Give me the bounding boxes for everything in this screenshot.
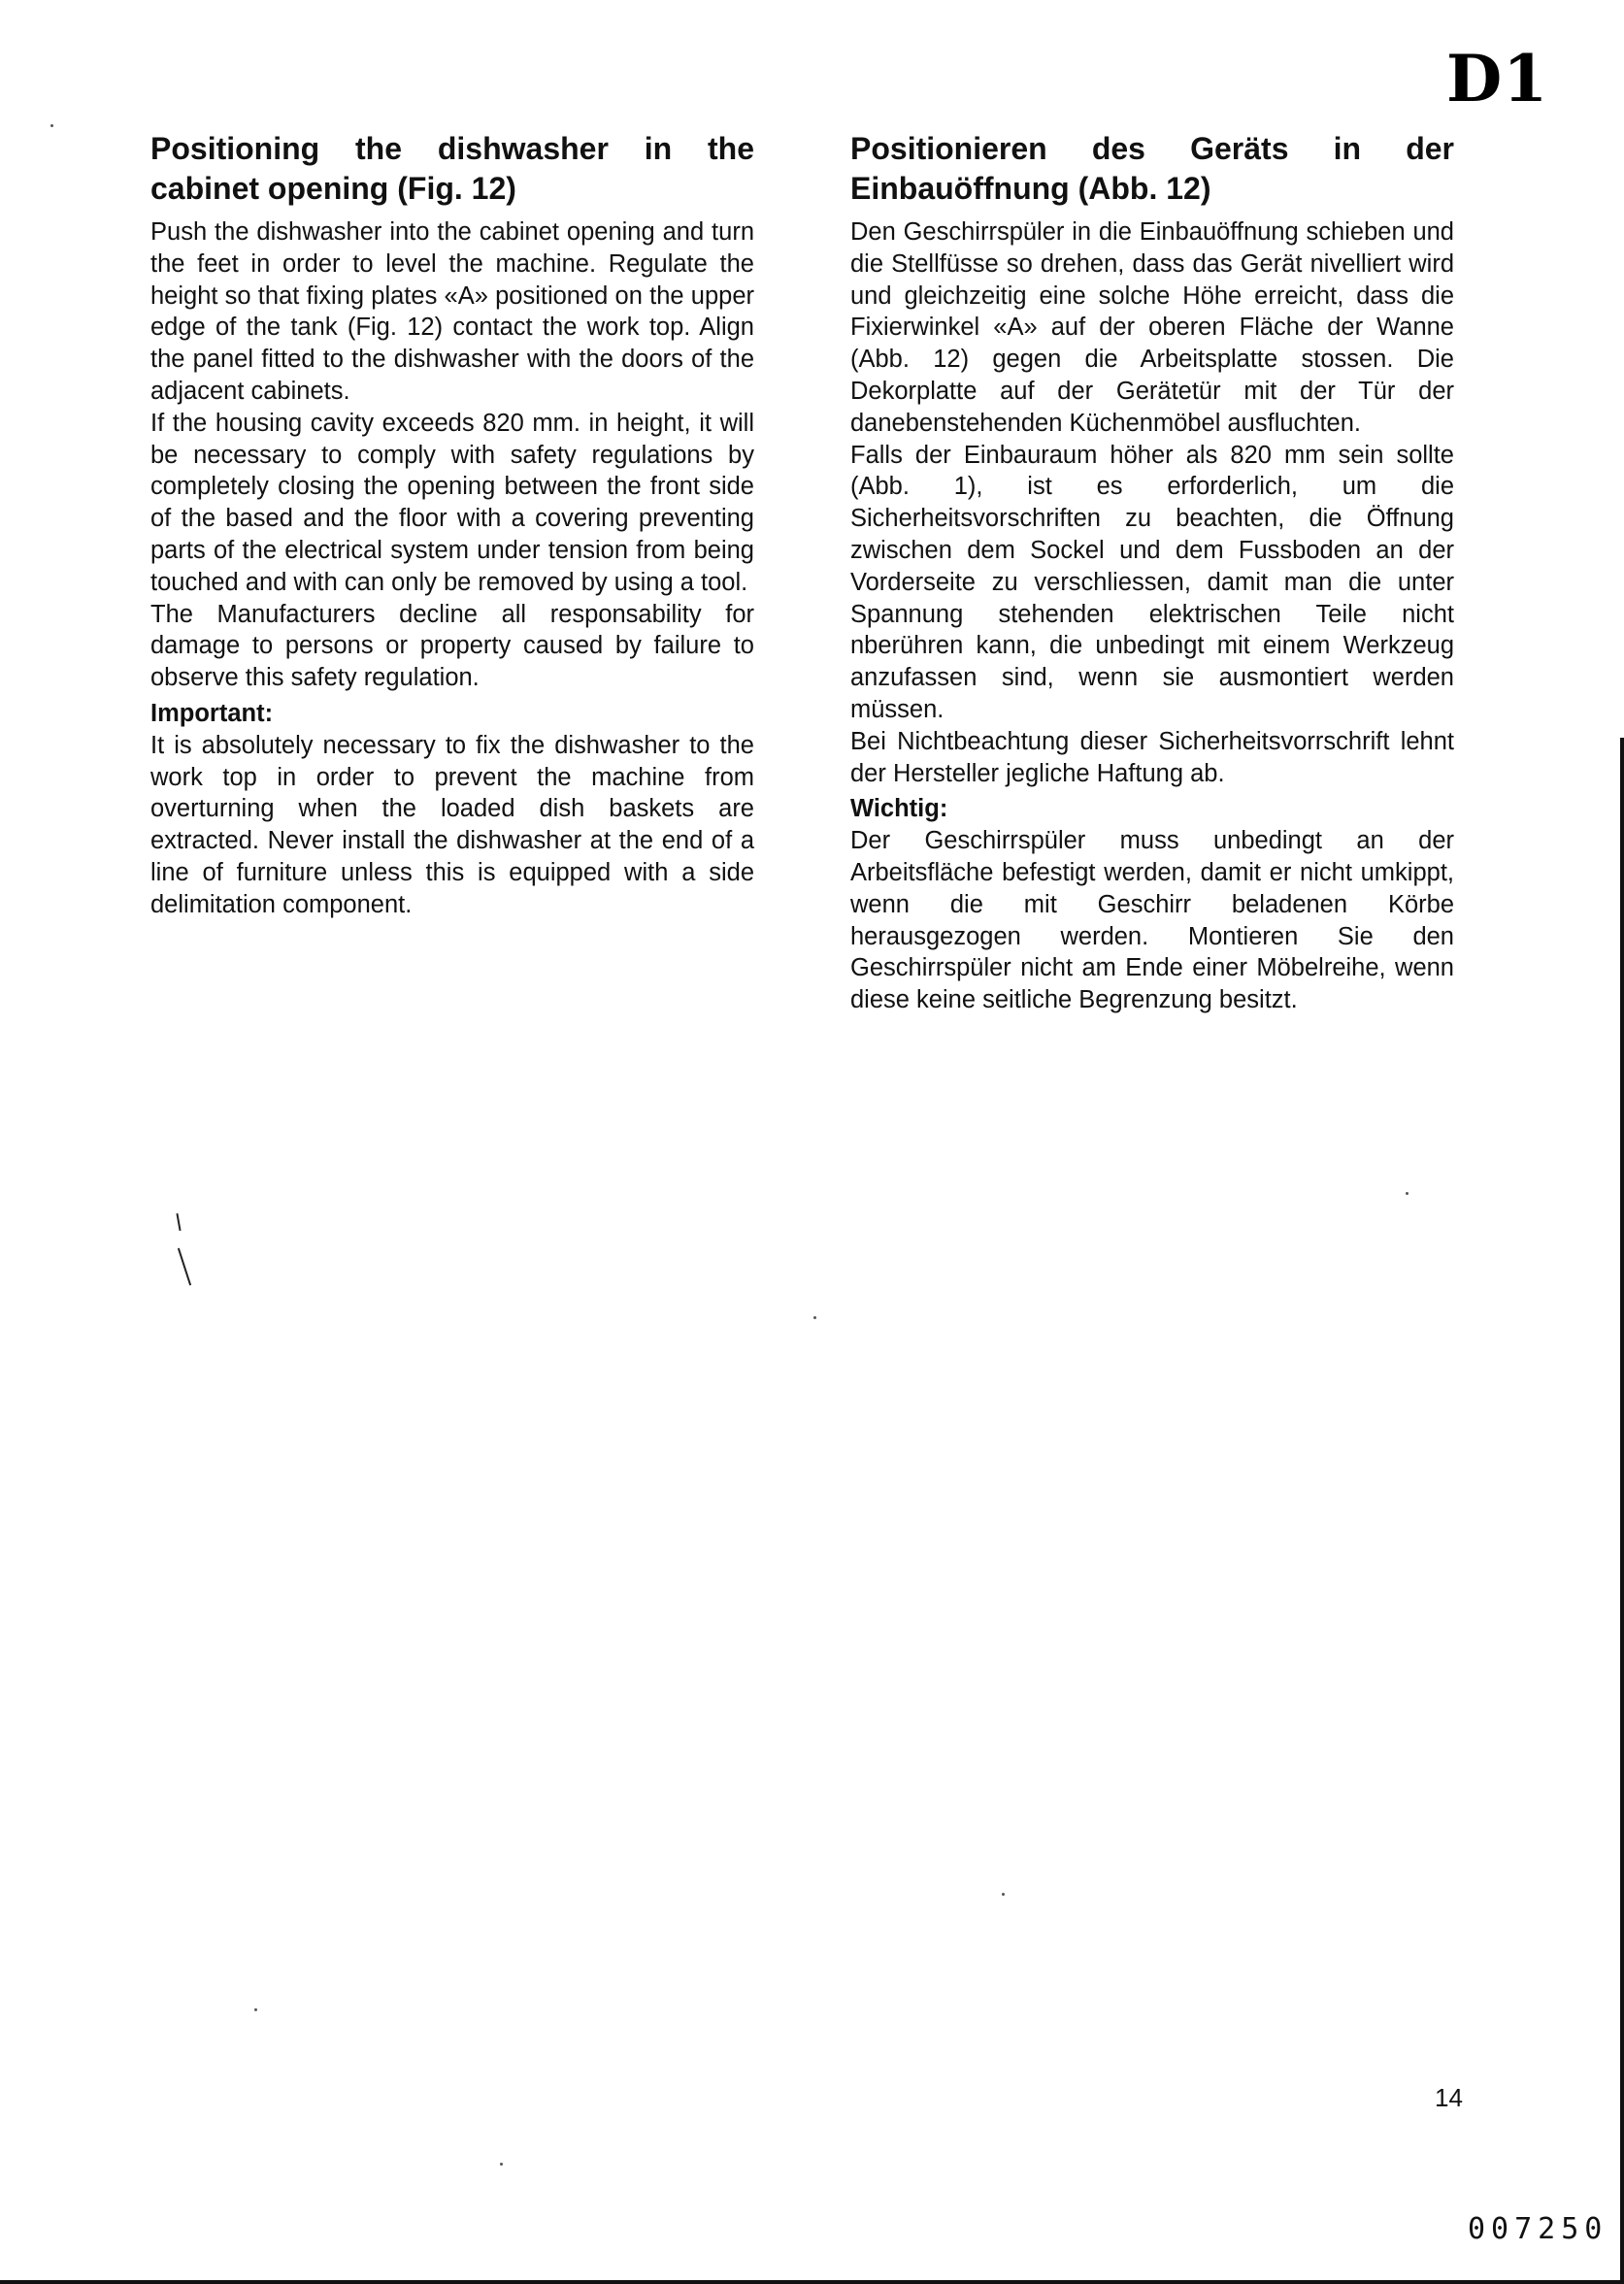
scan-mark-pencil-stroke	[178, 1248, 191, 1286]
scan-speck	[813, 1316, 816, 1319]
english-paragraph-housing-cavity: If the housing cavity exceeds 820 mm. in height, it will be necessary to comply with safety regulations by completely closing the opening between the front side of the based and the floor with a covering preventing parts of the electrical system under tension from being touched and with can only be removed by using a tool.	[150, 409, 754, 596]
scan-right-edge	[1620, 738, 1624, 2284]
english-paragraph-installation: Push the dishwasher into the cabinet opening and turn the feet in order to level the machine. Regulate the height so that fixing plates «A» positioned on the upper edge of the tank (Fig. 12) contact the work top. Align the panel fitted to the dishwasher with the doors of the adjacent cabinets.	[150, 218, 754, 405]
page-number: 14	[1435, 2083, 1463, 2112]
german-heading: Positionieren des Geräts in der Einbauöffnung (Abb. 12)	[850, 131, 1454, 206]
english-important-label: Important:	[150, 699, 274, 727]
scan-speck	[1406, 1192, 1409, 1195]
german-paragraph-liability: Bei Nichtbeachtung dieser Sicherheitsvorrschrift lehnt der Hersteller jegliche Haftung ab.	[850, 727, 1454, 787]
german-important-label: Wichtig:	[850, 795, 948, 823]
english-column	[150, 129, 754, 921]
scan-bottom-edge	[0, 2280, 1624, 2284]
german-paragraph-installation: Den Geschirrspüler in die Einbauöffnung schieben und die Stellfüsse so drehen, dass das Gerät nivelliert wird und gleichzeitig eine solche Höhe erreicht, dass die Fixierwinkel «A» auf der oberen Fläche der Wanne (Abb. 12) gegen die Arbeitsplatte stossen. Die Dekorplatte auf der Gerätetür mit der Tür der danebenstehenden Küchenmöbel ausfluchten.	[850, 218, 1454, 437]
scan-speck	[254, 2008, 257, 2011]
german-important-text: Der Geschirrspüler muss unbedingt an der Arbeitsfläche befestigt werden, damit er nicht umkippt, wenn die mit Geschirr beladenen Körbe herausgezogen werden. Montieren Sie den Geschirrspüler nicht am Ende einer Möbelreihe, wenn diese keine seitliche Begrenzung besitzt.	[850, 827, 1454, 1014]
scan-speck	[50, 124, 53, 127]
scan-speck	[500, 2163, 503, 2166]
english-important-text: It is absolutely necessary to fix the dishwasher to the work top in order to prevent the machine from overturning when the loaded dish baskets are extracted. Never install the dishwasher at the end of a line of furniture unless this is equipped with a side delimitation component.	[150, 731, 754, 918]
scan-mark-pencil-stroke	[176, 1213, 181, 1231]
german-column	[850, 129, 1454, 1016]
english-paragraph-liability: The Manufacturers decline all responsability for damage to persons or property caused by failure to observe this safety regulation.	[150, 600, 754, 692]
section-id: D1	[1446, 41, 1549, 116]
german-paragraph-housing-cavity: Falls der Einbauraum höher als 820 mm sein sollte (Abb. 1), ist es erforderlich, um die Sicherheitsvorschriften zu beachten, die Öffnung zwischen dem Sockel und dem Fussboden an der Vorderseite zu verschliessen, damit man die unter Spannung stehenden elektrischen Teile nicht nberühren kann, die unbedingt mit einem Werkzeug anzufassen sind, wenn sie ausmontiert werden müssen.	[850, 441, 1454, 723]
scan-speck	[1002, 1893, 1005, 1896]
document-code: 007250	[1468, 2212, 1608, 2246]
english-heading: Positioning the dishwasher in the cabinet opening (Fig. 12)	[150, 131, 754, 206]
